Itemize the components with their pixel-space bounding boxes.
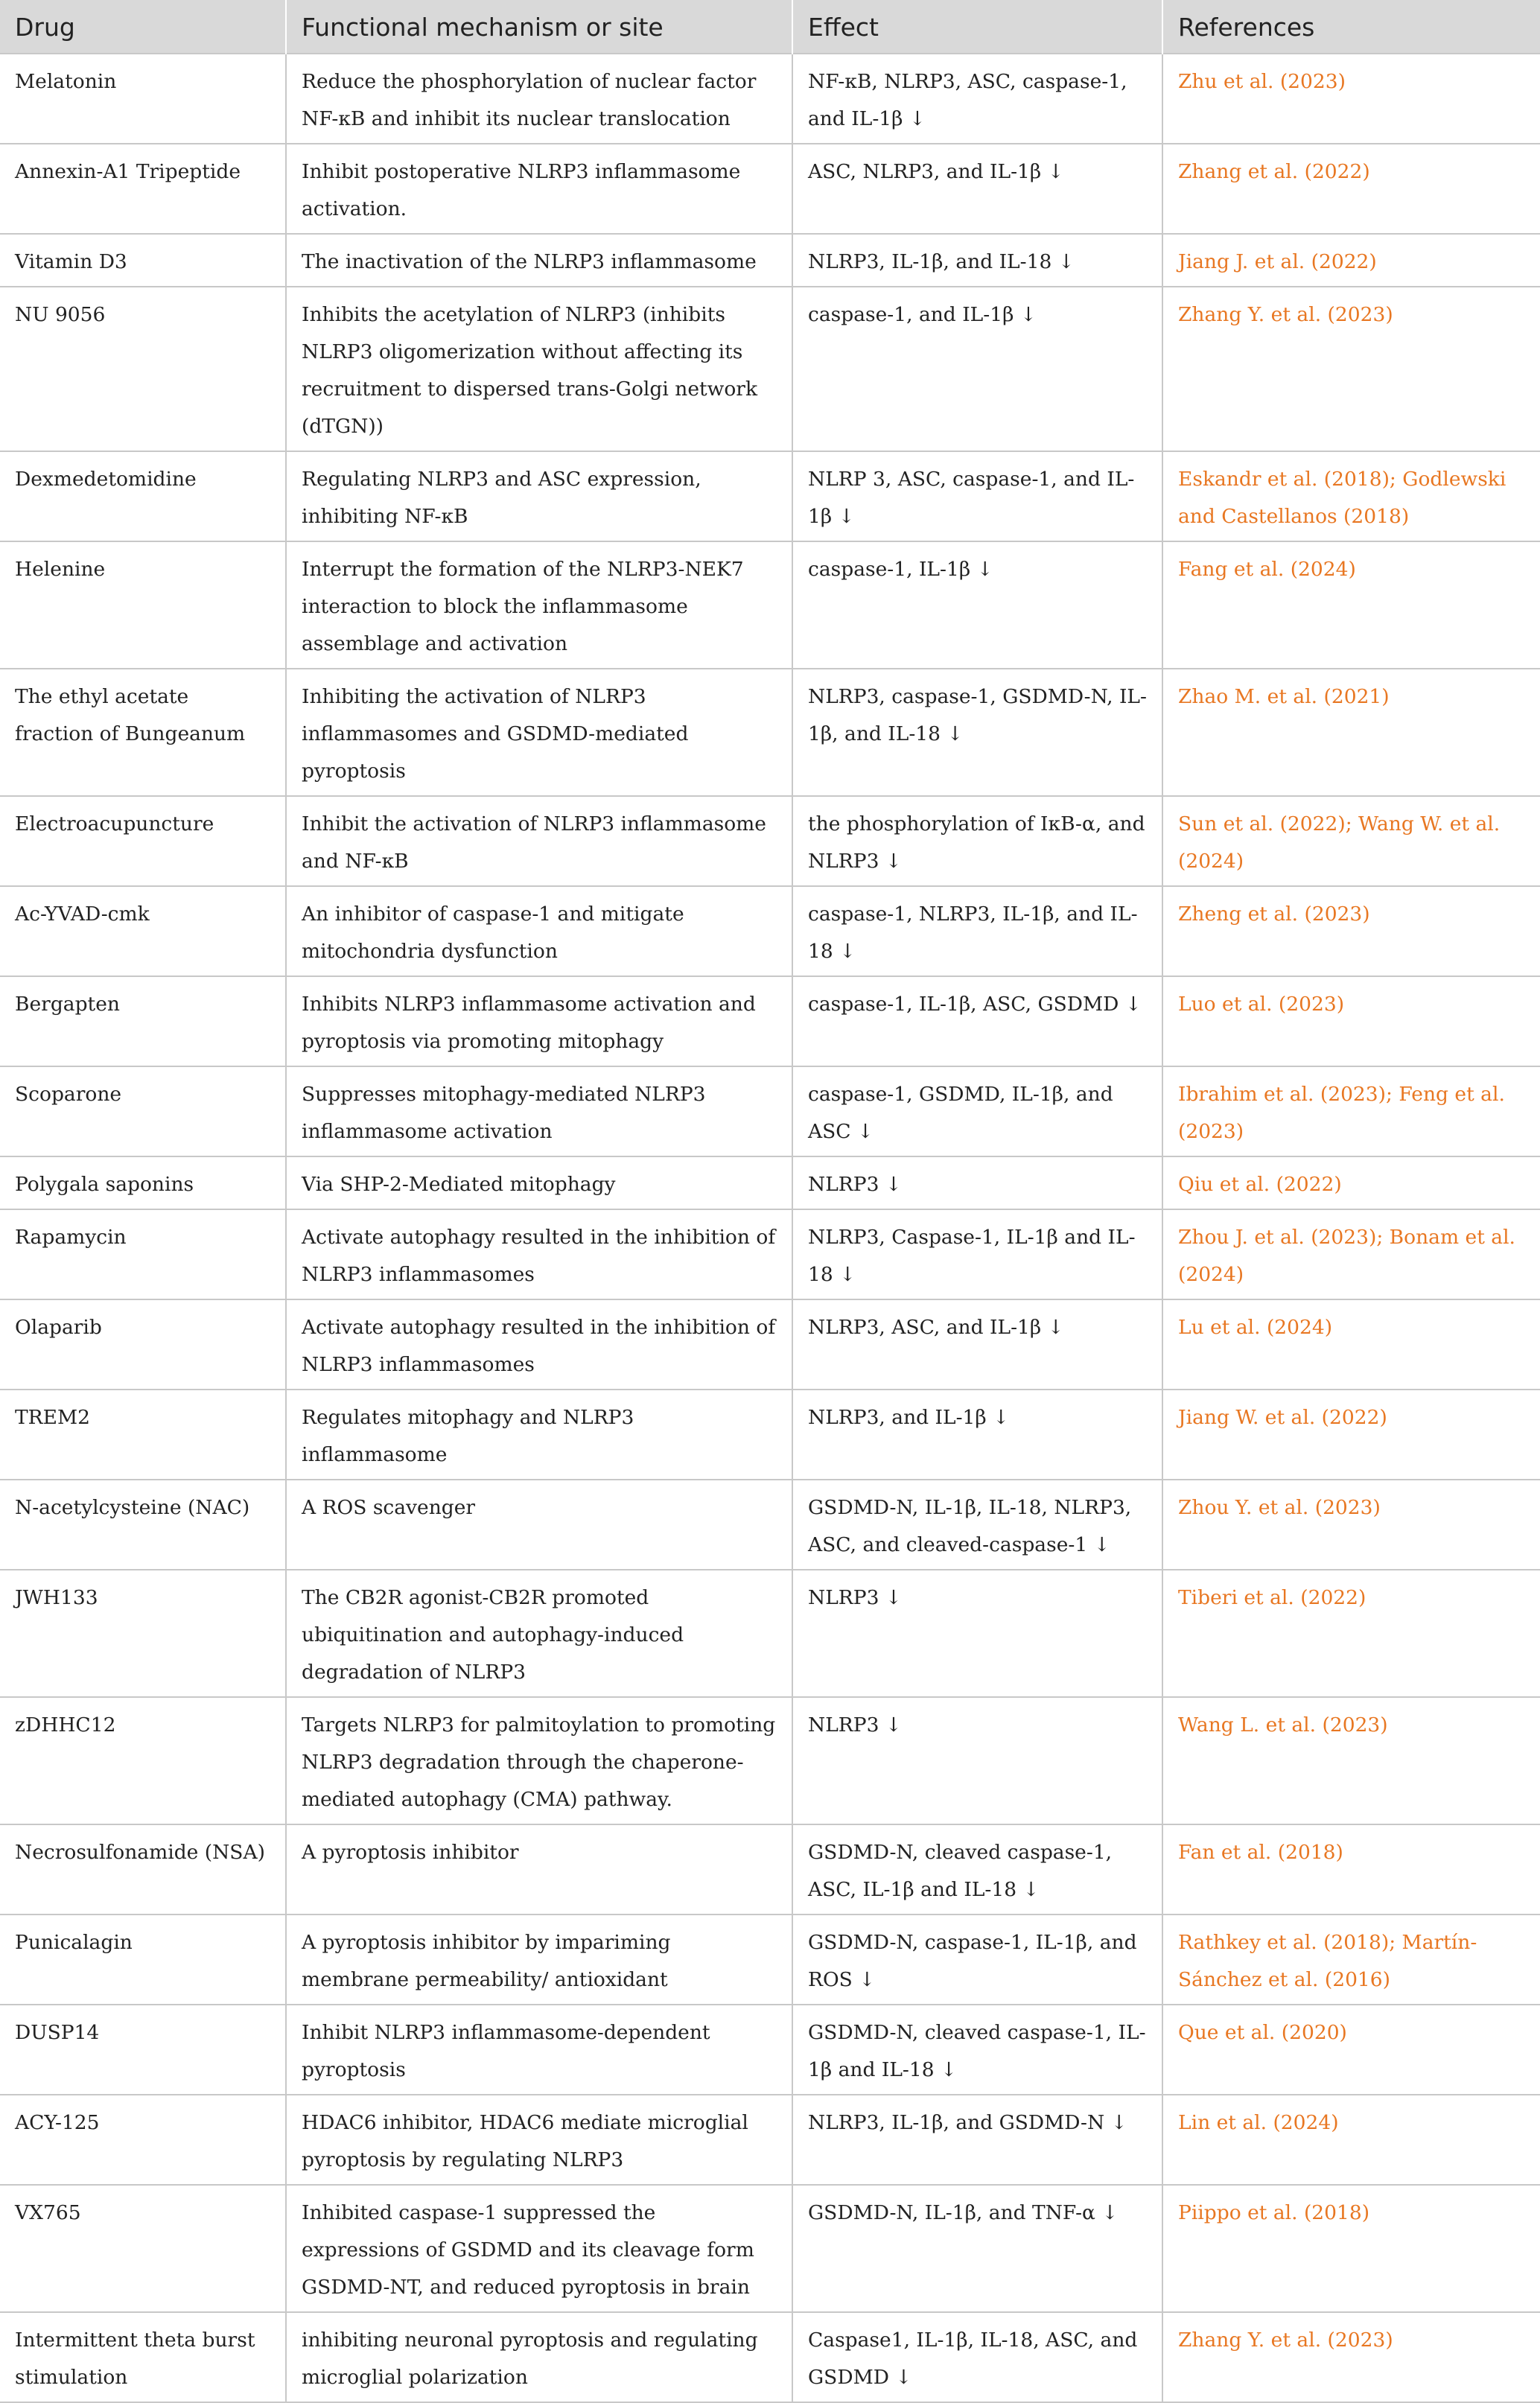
drug-cell: Intermittent theta burst stimulation (0, 2312, 286, 2402)
drug-cell: Bergapten (0, 976, 286, 1066)
effect-cell: NLRP3, Caspase-1, IL-1β and IL-18 ↓ (792, 1209, 1162, 1299)
table-row (0, 2005, 1540, 2095)
drug-cell: Punicalagin (0, 1915, 286, 2005)
mechanism-cell: Inhibit postoperative NLRP3 inflammasome activation. (286, 144, 792, 234)
mechanism-cell: Activate autophagy resulted in the inhibition of NLRP3 inflammasomes (286, 1209, 792, 1299)
mechanism-cell: Regulating NLRP3 and ASC expression, inhibiting NF-κB (286, 451, 792, 541)
effect-cell: caspase-1, IL-1β, ASC, GSDMD ↓ (792, 976, 1162, 1066)
effect-cell: GSDMD-N, cleaved caspase-1, ASC, IL-1β and IL-18 ↓ (792, 1824, 1162, 1915)
table-row (0, 1390, 1540, 1480)
table-row (0, 2312, 1540, 2402)
mechanism-cell: HDAC6 inhibitor, HDAC6 mediate microglial pyroptosis by regulating NLRP3 (286, 2095, 792, 2185)
references-cell[interactable]: Piippo et al. (2018) (1162, 2185, 1540, 2312)
table-row (0, 144, 1540, 234)
table-row (0, 886, 1540, 976)
table-row (0, 796, 1540, 886)
table-row (0, 976, 1540, 1066)
effect-cell: GSDMD-N, caspase-1, IL-1β, and ROS ↓ (792, 1915, 1162, 2005)
mechanism-cell: Inhibit NLRP3 inflammasome-dependent pyroptosis (286, 2005, 792, 2095)
table-body (0, 54, 1540, 2402)
drug-cell: ACY-125 (0, 2095, 286, 2185)
effect-cell: NF-κB, NLRP3, ASC, caspase-1, and IL-1β ↓ (792, 54, 1162, 144)
effect-cell: NLRP3, caspase-1, GSDMD-N, IL-1β, and IL-18 ↓ (792, 669, 1162, 796)
references-cell[interactable]: Zhang et al. (2022) (1162, 144, 1540, 234)
references-cell[interactable]: Zhang Y. et al. (2023) (1162, 2312, 1540, 2402)
mechanism-cell: A pyroptosis inhibitor (286, 1824, 792, 1915)
drug-cell: Dexmedetomidine (0, 451, 286, 541)
table-row (0, 1066, 1540, 1156)
drug-cell: Melatonin (0, 54, 286, 144)
effect-cell: GSDMD-N, IL-1β, and TNF-α ↓ (792, 2185, 1162, 2312)
mechanism-cell: Regulates mitophagy and NLRP3 inflammasome (286, 1390, 792, 1480)
table-row (0, 1570, 1540, 1697)
drug-cell: Electroacupuncture (0, 796, 286, 886)
effect-cell: GSDMD-N, cleaved caspase-1, IL-1β and IL-18 ↓ (792, 2005, 1162, 2095)
drug-cell: zDHHC12 (0, 1697, 286, 1824)
header-references: References (1162, 0, 1540, 54)
references-cell[interactable]: Zhou Y. et al. (2023) (1162, 1480, 1540, 1570)
effect-cell: NLRP3, and IL-1β ↓ (792, 1390, 1162, 1480)
drug-cell: JWH133 (0, 1570, 286, 1697)
table-row (0, 451, 1540, 541)
effect-cell: NLRP3, IL-1β, and GSDMD-N ↓ (792, 2095, 1162, 2185)
mechanism-cell: Inhibits NLRP3 inflammasome activation and pyroptosis via promoting mitophagy (286, 976, 792, 1066)
effect-cell: NLRP3 ↓ (792, 1697, 1162, 1824)
effect-cell: caspase-1, GSDMD, IL-1β, and ASC ↓ (792, 1066, 1162, 1156)
references-cell[interactable]: Qiu et al. (2022) (1162, 1156, 1540, 1209)
references-cell[interactable]: Rathkey et al. (2018); Martín-Sánchez et al. (2016) (1162, 1915, 1540, 2005)
mechanism-cell: Inhibit the activation of NLRP3 inflammasome and NF-κB (286, 796, 792, 886)
references-cell[interactable]: Zhang Y. et al. (2023) (1162, 287, 1540, 451)
drug-cell: The ethyl acetate fraction of Bungeanum (0, 669, 286, 796)
header-effect: Effect (792, 0, 1162, 54)
table-row (0, 2095, 1540, 2185)
mechanism-cell: The inactivation of the NLRP3 inflammasome (286, 234, 792, 287)
references-cell[interactable]: Jiang W. et al. (2022) (1162, 1390, 1540, 1480)
drug-cell: VX765 (0, 2185, 286, 2312)
table-row (0, 54, 1540, 144)
drug-cell: Vitamin D3 (0, 234, 286, 287)
table-row (0, 1209, 1540, 1299)
drug-cell: TREM2 (0, 1390, 286, 1480)
references-cell[interactable]: Eskandr et al. (2018); Godlewski and Castellanos (2018) (1162, 451, 1540, 541)
effect-cell: caspase-1, NLRP3, IL-1β, and IL-18 ↓ (792, 886, 1162, 976)
effect-cell: caspase-1, IL-1β ↓ (792, 541, 1162, 669)
header-mechanism: Functional mechanism or site (286, 0, 792, 54)
effect-cell: NLRP3, IL-1β, and IL-18 ↓ (792, 234, 1162, 287)
mechanism-cell: Activate autophagy resulted in the inhibition of NLRP3 inflammasomes (286, 1299, 792, 1390)
table-row (0, 669, 1540, 796)
table-row (0, 1824, 1540, 1915)
drug-cell: N-acetylcysteine (NAC) (0, 1480, 286, 1570)
effect-cell: the phosphorylation of IκB-α, and NLRP3 ↓ (792, 796, 1162, 886)
references-cell[interactable]: Tiberi et al. (2022) (1162, 1570, 1540, 1697)
references-cell[interactable]: Ibrahim et al. (2023); Feng et al. (2023) (1162, 1066, 1540, 1156)
table-row (0, 1697, 1540, 1824)
references-cell[interactable]: Sun et al. (2022); Wang W. et al. (2024) (1162, 796, 1540, 886)
table-row (0, 1915, 1540, 2005)
effect-cell: NLRP 3, ASC, caspase-1, and IL-1β ↓ (792, 451, 1162, 541)
references-cell[interactable]: Wang L. et al. (2023) (1162, 1697, 1540, 1824)
mechanism-cell: Inhibited caspase-1 suppressed the expressions of GSDMD and its cleavage form GSDMD-NT, and reduced pyroptosis in brain (286, 2185, 792, 2312)
mechanism-cell: inhibiting neuronal pyroptosis and regulating microglial polarization (286, 2312, 792, 2402)
drug-cell: Ac-YVAD-cmk (0, 886, 286, 976)
table-row (0, 287, 1540, 451)
references-cell[interactable]: Zheng et al. (2023) (1162, 886, 1540, 976)
drug-cell: Rapamycin (0, 1209, 286, 1299)
effect-cell: Caspase1, IL-1β, IL-18, ASC, and GSDMD ↓ (792, 2312, 1162, 2402)
effect-cell: NLRP3 ↓ (792, 1570, 1162, 1697)
drug-cell: Annexin-A1 Tripeptide (0, 144, 286, 234)
drug-cell: Helenine (0, 541, 286, 669)
mechanism-cell: Inhibiting the activation of NLRP3 inflammasomes and GSDMD-mediated pyroptosis (286, 669, 792, 796)
drug-cell: NU 9056 (0, 287, 286, 451)
table-row (0, 1299, 1540, 1390)
header-drug: Drug (0, 0, 286, 54)
header-row (0, 0, 1540, 54)
effect-cell: NLRP3, ASC, and IL-1β ↓ (792, 1299, 1162, 1390)
table-row (0, 2185, 1540, 2312)
mechanism-cell: Reduce the phosphorylation of nuclear factor NF-κB and inhibit its nuclear translocation (286, 54, 792, 144)
effect-cell: ASC, NLRP3, and IL-1β ↓ (792, 144, 1162, 234)
mechanism-cell: Interrupt the formation of the NLRP3-NEK7 interaction to block the inflammasome assemblage and activation (286, 541, 792, 669)
drug-cell: Scoparone (0, 1066, 286, 1156)
drug-cell: DUSP14 (0, 2005, 286, 2095)
references-cell[interactable]: Zhao M. et al. (2021) (1162, 669, 1540, 796)
drug-cell: Necrosulfonamide (NSA) (0, 1824, 286, 1915)
references-cell[interactable]: Luo et al. (2023) (1162, 976, 1540, 1066)
table-row (0, 1156, 1540, 1209)
mechanism-cell: The CB2R agonist-CB2R promoted ubiquitination and autophagy-induced degradation of NLRP3 (286, 1570, 792, 1697)
table-row (0, 1480, 1540, 1570)
effect-cell: GSDMD-N, IL-1β, IL-18, NLRP3, ASC, and cleaved-caspase-1 ↓ (792, 1480, 1162, 1570)
references-cell[interactable]: Zhou J. et al. (2023); Bonam et al. (2024) (1162, 1209, 1540, 1299)
mechanism-cell: An inhibitor of caspase-1 and mitigate mitochondria dysfunction (286, 886, 792, 976)
drug-cell: Polygala saponins (0, 1156, 286, 1209)
mechanism-cell: Suppresses mitophagy-mediated NLRP3 inflammasome activation (286, 1066, 792, 1156)
mechanism-cell: A ROS scavenger (286, 1480, 792, 1570)
references-cell[interactable]: Fang et al. (2024) (1162, 541, 1540, 669)
references-cell[interactable]: Lin et al. (2024) (1162, 2095, 1540, 2185)
references-cell[interactable]: Jiang J. et al. (2022) (1162, 234, 1540, 287)
mechanism-cell: Inhibits the acetylation of NLRP3 (inhibits NLRP3 oligomerization without affecting its recruitment to dispersed trans-Golgi network (dTGN)) (286, 287, 792, 451)
mechanism-cell: Via SHP-2-Mediated mitophagy (286, 1156, 792, 1209)
references-cell[interactable]: Fan et al. (2018) (1162, 1824, 1540, 1915)
effect-cell: NLRP3 ↓ (792, 1156, 1162, 1209)
table-header (0, 0, 1540, 54)
references-cell[interactable]: Zhu et al. (2023) (1162, 54, 1540, 144)
mechanism-cell: Targets NLRP3 for palmitoylation to promoting NLRP3 degradation through the chaperone-mediated autophagy (CMA) pathway. (286, 1697, 792, 1824)
mechanism-cell: A pyroptosis inhibitor by impariming membrane permeability/ antioxidant (286, 1915, 792, 2005)
effect-cell: caspase-1, and IL-1β ↓ (792, 287, 1162, 451)
drug-cell: Olaparib (0, 1299, 286, 1390)
references-cell[interactable]: Lu et al. (2024) (1162, 1299, 1540, 1390)
references-cell[interactable]: Que et al. (2020) (1162, 2005, 1540, 2095)
table-row (0, 234, 1540, 287)
table-row (0, 541, 1540, 669)
